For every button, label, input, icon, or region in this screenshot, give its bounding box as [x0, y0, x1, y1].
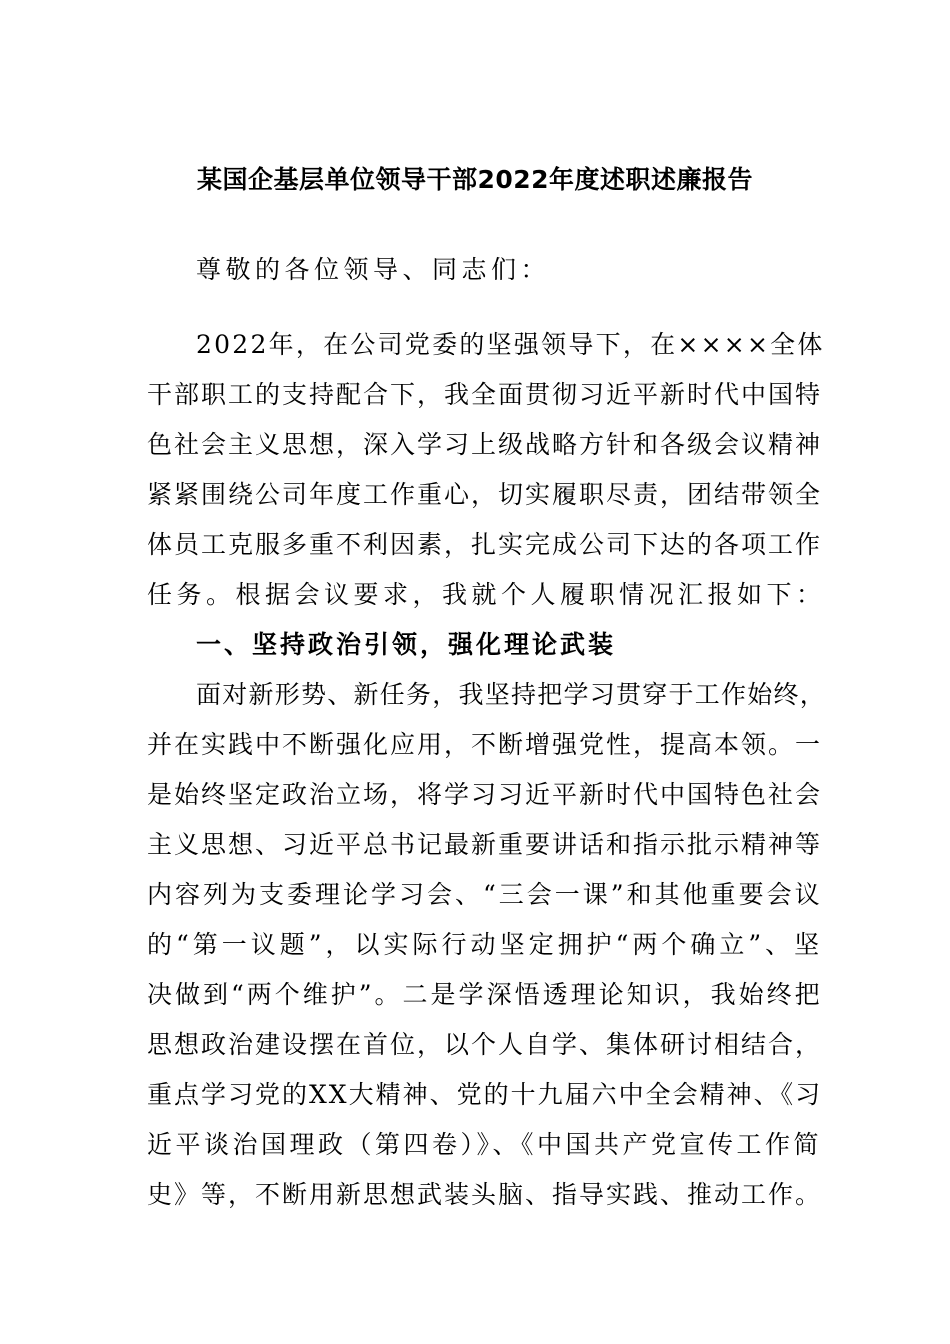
- paragraph-line: 的“第一议题”，以实际行动坚定拥护“两个确立”、坚: [147, 930, 824, 959]
- paragraph-line: 重点学习党的XX大精神、党的十九届六中全会精神、《习: [147, 1080, 823, 1109]
- paragraph-line: 内容列为支委理论学习会、“三会一课”和其他重要会议: [147, 880, 823, 909]
- paragraph-line: 并在实践中不断强化应用，不断增强党性，提高本领。一: [147, 730, 823, 759]
- paragraph-line: 主义思想、习近平总书记最新重要讲话和指示批示精神等: [147, 830, 823, 859]
- paragraph-line: 色社会主义思想，深入学习上级战略方针和各级会议精神: [147, 430, 823, 459]
- document-title: 某国企基层单位领导干部2022年度述职述廉报告: [196, 165, 754, 194]
- paragraph-line: 体员工克服多重不利因素，扎实完成公司下达的各项工作: [147, 530, 823, 559]
- paragraph-line: 紧紧围绕公司年度工作重心，切实履职尽责，团结带领全: [147, 480, 823, 509]
- section-heading: 一、坚持政治引领，强化理论武装: [196, 630, 617, 659]
- paragraph-line: 干部职工的支持配合下，我全面贯彻习近平新时代中国特: [147, 380, 823, 409]
- paragraph-line: 决做到“两个维护”。二是学深悟透理论知识，我始终把: [147, 980, 823, 1009]
- paragraph-line: 思想政治建设摆在首位，以个人自学、集体研讨相结合，: [147, 1030, 823, 1059]
- paragraph-line: 近平谈治国理政（第四卷）》、《中国共产党宣传工作简: [147, 1130, 823, 1159]
- salutation: 尊敬的各位领导、同志们：: [196, 255, 551, 284]
- paragraph-line: 面对新形势、新任务，我坚持把学习贯穿于工作始终，: [196, 680, 827, 709]
- paragraph-line: 是始终坚定政治立场，将学习习近平新时代中国特色社会: [147, 780, 823, 809]
- paragraph-line: 史》等，不断用新思想武装头脑、指导实践、推动工作。: [147, 1180, 823, 1209]
- paragraph-line: 2022年，在公司党委的坚强领导下，在××××全体: [196, 330, 825, 359]
- paragraph-line: 任务。根据会议要求，我就个人履职情况汇报如下：: [147, 580, 826, 609]
